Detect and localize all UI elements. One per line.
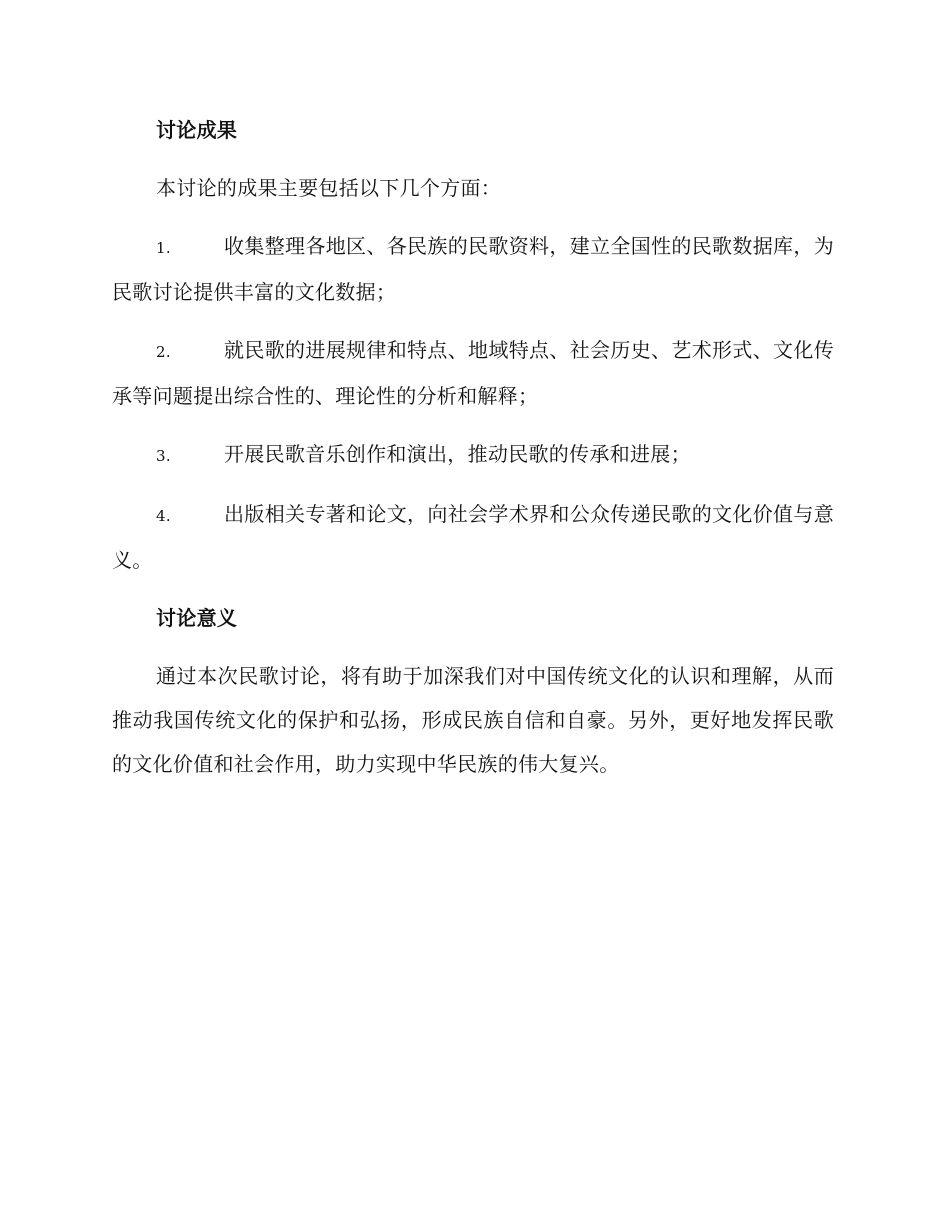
list-item — [112, 432, 834, 478]
list-item-number: 2. — [156, 343, 171, 361]
list-item-number: 1. — [156, 239, 171, 257]
list-item-text: 收集整理各地区、各民族的民歌资料，建立全国性的民歌数据库，为民歌讨论提供丰富的文化数据； — [112, 234, 834, 304]
section-heading-significance: 讨论意义 — [156, 606, 238, 630]
list-item-text: 就民歌的进展规律和特点、地域特点、社会历史、艺术形式、文化传承等问题提出综合性的、理论性的分析和解释； — [112, 338, 834, 408]
document-content — [112, 108, 834, 800]
list-item — [112, 224, 834, 314]
list-item — [112, 328, 834, 418]
list-item-number: 3. — [156, 447, 171, 465]
section-heading-results: 讨论成果 — [156, 118, 238, 142]
results-intro: 本讨论的成果主要包括以下几个方面： — [156, 176, 502, 200]
list-item-number: 4. — [156, 507, 171, 525]
significance-body: 通过本次民歌讨论，将有助于加深我们对中国传统文化的认识和理解，从而推动我国传统文化的保护和弘扬，形成民族自信和自豪。另外，更好地发挥民歌的文化价值和社会作用，助力实现中华民族的伟大复兴。 — [112, 664, 834, 776]
list-item-text: 出版相关专著和论文，向社会学术界和公众传递民歌的文化价值与意义。 — [112, 502, 834, 572]
list-item-text: 开展民歌音乐创作和演出，推动民歌的传承和进展； — [224, 442, 691, 466]
list-item — [112, 492, 834, 582]
